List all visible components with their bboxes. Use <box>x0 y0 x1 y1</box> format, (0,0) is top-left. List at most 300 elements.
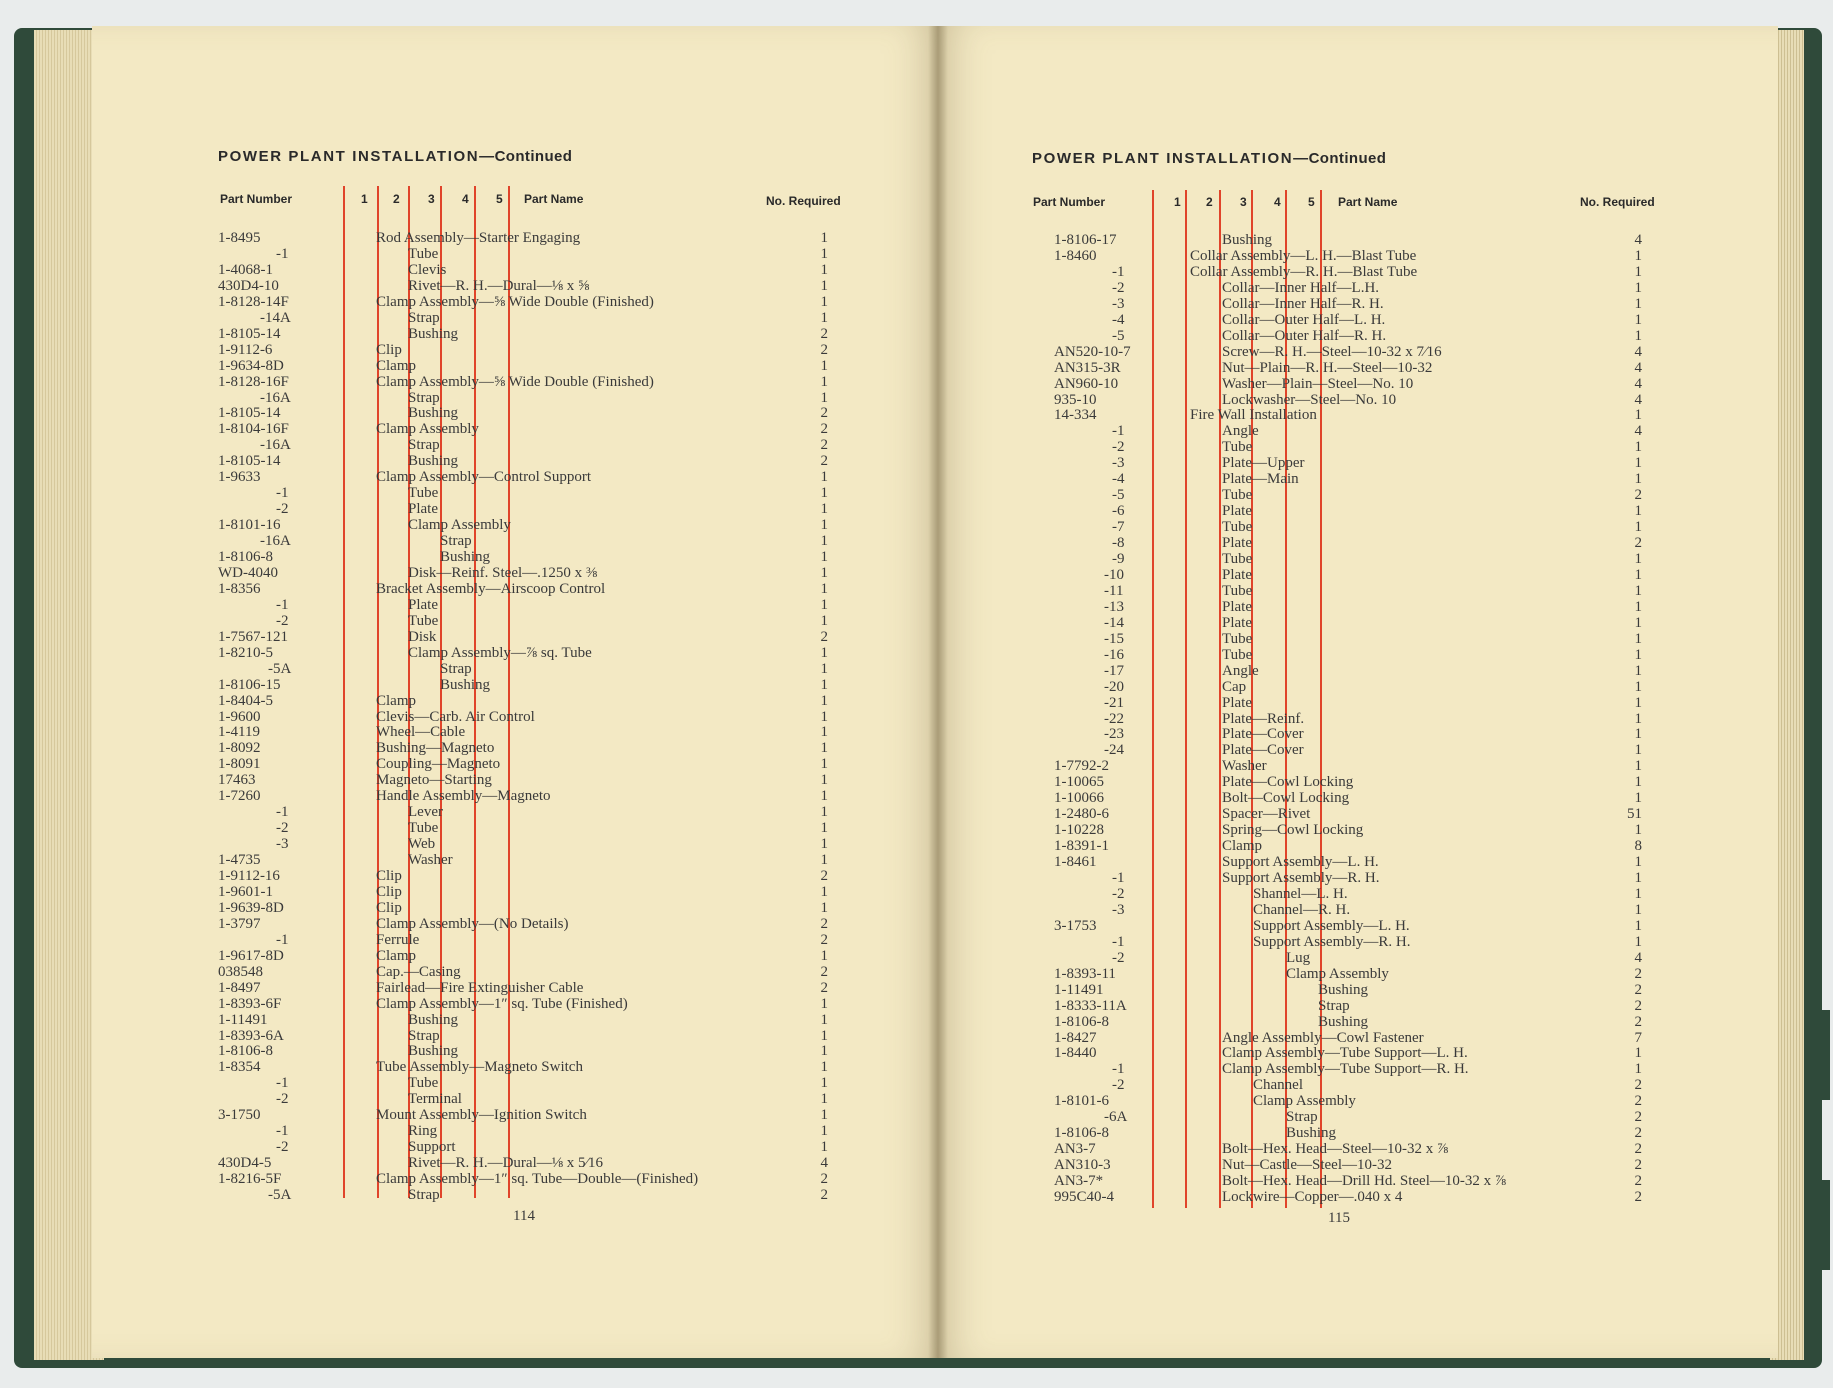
quantity-required: 1 <box>820 740 828 757</box>
part-number: 1-8101-16 <box>218 517 281 534</box>
part-number: 1-8497 <box>218 979 261 996</box>
part-name: Collar—Inner Half—R. H. <box>1222 295 1384 312</box>
part-number: 1-11491 <box>1054 981 1104 998</box>
header-col-1: 1 <box>1174 195 1181 209</box>
part-number: 935-10 <box>1054 391 1097 408</box>
quantity-required: 1 <box>820 708 828 725</box>
part-number: 1-8106-8 <box>218 1043 273 1060</box>
quantity-required: 1 <box>1634 870 1642 886</box>
part-number: -16A <box>260 437 291 454</box>
column-rule <box>508 186 510 1198</box>
quantity-required: 1 <box>820 564 828 581</box>
quantity-required: 2 <box>1634 1173 1642 1190</box>
part-number: -1 <box>276 1123 289 1140</box>
part-number: AN310-3 <box>1054 1157 1111 1174</box>
part-name: Bushing <box>408 1043 459 1060</box>
quantity-required: 1 <box>820 756 828 773</box>
part-number: -15 <box>1104 630 1124 647</box>
quantity-required: 1 <box>1634 774 1642 791</box>
part-name: Bushing <box>1318 981 1369 998</box>
part-name: Cap.—Casing <box>376 963 461 980</box>
part-number: 1-8091 <box>218 756 261 773</box>
part-name: Plate <box>408 501 438 518</box>
quantity-required: 1 <box>820 1123 828 1140</box>
part-number: -3 <box>276 836 289 853</box>
part-number: 1-9617-8D <box>218 947 284 964</box>
quantity-required: 1 <box>820 644 828 661</box>
part-number: -2 <box>1112 279 1125 296</box>
part-name: Channel <box>1253 1077 1303 1094</box>
quantity-required: 1 <box>820 1027 828 1044</box>
quantity-required: 1 <box>1634 311 1642 328</box>
part-name: Support Assembly—L. H. <box>1222 854 1379 871</box>
part-name: Magneto—Starting <box>376 772 492 789</box>
quantity-required: 1 <box>820 293 828 310</box>
quantity-required: 1 <box>820 580 828 597</box>
quantity-required: 2 <box>820 405 828 422</box>
header-col-4: 4 <box>1274 195 1281 209</box>
part-name: Lever <box>408 804 443 821</box>
part-name: Clip <box>376 883 402 900</box>
quantity-required: 1 <box>820 309 828 326</box>
quantity-required: 1 <box>1634 279 1642 296</box>
quantity-required: 4 <box>1634 375 1642 392</box>
part-name: Plate <box>1222 503 1252 520</box>
part-number: 1-8092 <box>218 740 261 757</box>
quantity-required: 2 <box>820 421 828 438</box>
quantity-required: 1 <box>1634 854 1642 871</box>
part-name: Mount Assembly—Ignition Switch <box>376 1107 587 1124</box>
part-number: 1-8106-8 <box>1054 1125 1109 1142</box>
part-number: 1-9112-6 <box>218 341 273 358</box>
part-name: Tube <box>1222 439 1253 456</box>
part-number: 1-8106-8 <box>1054 1013 1109 1030</box>
part-number: 430D4-10 <box>218 277 279 294</box>
part-number: 1-2480-6 <box>1054 806 1109 823</box>
part-name: Bushing <box>1318 1013 1369 1030</box>
quantity-required: 1 <box>820 995 828 1012</box>
part-name: Angle <box>1222 423 1259 440</box>
part-number: -3 <box>1112 901 1125 918</box>
part-name: Clamp <box>376 692 416 709</box>
quantity-required: 1 <box>820 485 828 502</box>
part-number: 038548 <box>218 963 263 980</box>
part-number: -11 <box>1104 582 1124 599</box>
part-name: Bushing <box>408 325 459 342</box>
quantity-required: 1 <box>1634 614 1642 631</box>
part-name: Bushing <box>408 1011 459 1028</box>
quantity-required: 1 <box>820 852 828 869</box>
part-number: -2 <box>276 1091 289 1108</box>
part-name: Washer <box>408 852 453 869</box>
header-col-3: 3 <box>428 192 435 206</box>
header-part-name: Part Name <box>1338 195 1398 209</box>
part-number: 1-8216-5F <box>218 1171 282 1188</box>
part-name: Rod Assembly—Starter Engaging <box>376 230 581 246</box>
part-number: -1 <box>1112 1061 1125 1078</box>
part-name: Ring <box>408 1123 438 1140</box>
quantity-required: 1 <box>820 883 828 900</box>
quantity-required: 1 <box>820 1043 828 1060</box>
left-page-title <box>218 148 572 165</box>
quantity-required: 2 <box>820 915 828 932</box>
header-col-3: 3 <box>1240 195 1247 209</box>
quantity-required: 1 <box>1634 1045 1642 1062</box>
column-rule <box>1185 190 1187 1208</box>
quantity-required: 1 <box>820 373 828 390</box>
quantity-required: 1 <box>1634 630 1642 647</box>
part-name: Cap <box>1222 678 1247 695</box>
part-name: Plate <box>1222 694 1252 711</box>
part-number: 1-8393-11 <box>1054 965 1116 982</box>
part-name: Tube <box>408 612 439 629</box>
quantity-required: 2 <box>1634 1125 1642 1142</box>
part-number: -13 <box>1104 598 1124 615</box>
quantity-required: 1 <box>820 804 828 821</box>
part-name: Bushing <box>408 453 459 470</box>
quantity-required: 1 <box>820 1075 828 1092</box>
part-number: 1-9633 <box>218 469 261 486</box>
part-number: -22 <box>1104 710 1124 727</box>
part-number: -9 <box>1112 551 1125 567</box>
quantity-required: 2 <box>1634 1157 1642 1174</box>
part-number: -1 <box>1112 423 1125 440</box>
quantity-required: 1 <box>820 692 828 709</box>
part-name: Bolt—Cowl Locking <box>1222 790 1350 807</box>
part-name: Clamp <box>376 357 416 374</box>
header-no-required: No. Required <box>1580 195 1655 209</box>
title-text: POWER PLANT INSTALLATION <box>218 148 480 165</box>
header-col-5: 5 <box>496 192 503 206</box>
quantity-required: 1 <box>1634 917 1642 934</box>
part-name: Tube <box>408 245 439 262</box>
part-number: -2 <box>276 1139 289 1156</box>
part-number: -6A <box>1104 1109 1128 1126</box>
part-number: 1-8495 <box>218 230 261 246</box>
part-name: Tube <box>408 1075 439 1092</box>
part-number: -3 <box>1112 455 1125 472</box>
quantity-required: 1 <box>820 899 828 916</box>
part-name: Tube Assembly—Magneto Switch <box>376 1059 583 1076</box>
part-number: 1-8460 <box>1054 247 1097 264</box>
part-number: 3-1753 <box>1054 917 1097 934</box>
part-number: 3-1750 <box>218 1107 261 1124</box>
part-name: Tube <box>1222 519 1253 536</box>
part-name: Tube <box>408 485 439 502</box>
part-name: Support Assembly—R. H. <box>1222 870 1380 886</box>
quantity-required: 1 <box>1634 519 1642 536</box>
part-name: Clamp Assembly—Tube Support—L. H. <box>1222 1045 1468 1062</box>
part-name: Plate—Main <box>1222 471 1299 488</box>
part-name: Plate <box>1222 535 1252 552</box>
part-number: -17 <box>1104 662 1124 679</box>
title-text: POWER PLANT INSTALLATION <box>1032 150 1294 167</box>
part-number: 1-8210-5 <box>218 644 273 661</box>
part-name: Tube <box>1222 551 1253 567</box>
part-name: Plate <box>408 596 438 613</box>
part-number: -14 <box>1104 614 1124 631</box>
part-name: Bolt—Hex. Head—Steel—10-32 x ⅞ <box>1222 1141 1449 1158</box>
part-number: WD-4040 <box>218 564 278 581</box>
part-number: 1-3797 <box>218 915 261 932</box>
quantity-required: 1 <box>820 947 828 964</box>
part-name: Clamp Assembly <box>1286 965 1389 982</box>
part-name: Bushing <box>1222 232 1273 248</box>
part-name: Tube <box>408 820 439 837</box>
quantity-required: 2 <box>820 437 828 454</box>
quantity-required: 1 <box>1634 295 1642 312</box>
quantity-required: 1 <box>820 501 828 518</box>
quantity-required: 1 <box>1634 758 1642 775</box>
quantity-required: 1 <box>1634 742 1642 759</box>
part-name: Clamp Assembly—Tube Support—R. H. <box>1222 1061 1469 1078</box>
part-number: 430D4-5 <box>218 1155 272 1172</box>
quantity-required: 2 <box>1634 1077 1642 1094</box>
part-number: -1 <box>276 931 289 948</box>
quantity-required: 2 <box>820 1187 828 1203</box>
quantity-required: 1 <box>1634 646 1642 663</box>
part-number: 1-8391-1 <box>1054 838 1109 855</box>
quantity-required: 7 <box>1634 1029 1642 1046</box>
part-name: Clevis <box>408 261 447 278</box>
part-name: Bushing <box>1286 1125 1337 1142</box>
part-name: Collar Assembly—R. H.—Blast Tube <box>1190 263 1418 280</box>
part-number: -5 <box>1112 487 1125 504</box>
part-name: Strap <box>408 1187 440 1203</box>
part-name: Channel—R. H. <box>1253 901 1351 918</box>
part-number: -2 <box>276 820 289 837</box>
part-name: Tube <box>1222 487 1253 504</box>
part-number: -4 <box>1112 471 1125 488</box>
quantity-required: 1 <box>820 724 828 741</box>
quantity-required: 1 <box>1634 694 1642 711</box>
part-name: Clamp Assembly—⅝ Wide Double (Finished) <box>376 293 654 310</box>
quantity-required: 2 <box>1634 1141 1642 1158</box>
part-name: Plate <box>1222 614 1252 631</box>
part-name: Fire Wall Installation <box>1190 407 1317 424</box>
quantity-required: 2 <box>820 325 828 342</box>
part-number: -5A <box>268 660 292 677</box>
part-name: Plate <box>1222 566 1252 583</box>
part-number: 1-8333-11A <box>1054 997 1127 1014</box>
book-gutter <box>928 26 948 1358</box>
part-name: Strap <box>408 1027 440 1044</box>
quantity-required: 2 <box>1634 965 1642 982</box>
quantity-required: 1 <box>1634 933 1642 950</box>
column-rule <box>343 186 345 1198</box>
part-name: Bushing <box>440 676 491 693</box>
part-name: Strap <box>408 389 440 406</box>
header-col-5: 5 <box>1308 195 1315 209</box>
quantity-required: 1 <box>820 596 828 613</box>
part-number: 1-4119 <box>218 724 260 741</box>
quantity-required: 2 <box>820 931 828 948</box>
part-name: Bushing <box>408 405 459 422</box>
column-rule <box>1219 190 1221 1208</box>
part-number: -1 <box>1112 263 1125 280</box>
quantity-required: 4 <box>1634 232 1642 248</box>
quantity-required: 1 <box>1634 455 1642 472</box>
part-number: 1-8105-14 <box>218 325 281 342</box>
quantity-required: 2 <box>820 341 828 358</box>
quantity-required: 1 <box>820 277 828 294</box>
quantity-required: 1 <box>820 836 828 853</box>
part-number: AN520-10-7 <box>1054 343 1131 360</box>
quantity-required: 1 <box>1634 503 1642 520</box>
part-number: -1 <box>276 485 289 502</box>
title-continued: —Continued <box>479 148 573 165</box>
part-number: -23 <box>1104 726 1124 743</box>
part-name: Washer—Plain—Steel—No. 10 <box>1222 375 1414 392</box>
header-col-4: 4 <box>462 192 469 206</box>
quantity-required: 1 <box>820 1091 828 1108</box>
part-number: 1-8128-16F <box>218 373 289 390</box>
part-name: Tube <box>1222 630 1253 647</box>
quantity-required: 1 <box>1634 726 1642 743</box>
part-number: AN3-7 <box>1054 1141 1096 1158</box>
quantity-required: 1 <box>820 517 828 534</box>
part-number: -2 <box>1112 949 1125 966</box>
part-number: AN3-7* <box>1054 1173 1104 1190</box>
part-name: Shannel—L. H. <box>1253 885 1348 902</box>
part-name: Strap <box>1286 1109 1318 1126</box>
part-number: 1-8106-15 <box>218 676 281 693</box>
quantity-required: 1 <box>1634 566 1642 583</box>
quantity-required: 1 <box>820 245 828 262</box>
part-number: -4 <box>1112 311 1125 328</box>
quantity-required: 4 <box>1634 391 1642 408</box>
part-number: 1-10065 <box>1054 774 1104 791</box>
part-name: Clamp Assembly—⅞ sq. Tube <box>408 644 592 661</box>
part-number: 1-8461 <box>1054 854 1097 871</box>
header-no-required: No. Required <box>766 194 841 208</box>
part-name: Clamp <box>376 947 416 964</box>
part-name: Support <box>408 1139 456 1156</box>
quantity-required: 1 <box>1634 551 1642 567</box>
quantity-required: 1 <box>1634 885 1642 902</box>
part-name: Spring—Cowl Locking <box>1222 822 1364 839</box>
quantity-required: 1 <box>820 261 828 278</box>
part-number: 1-8128-14F <box>218 293 289 310</box>
part-name: Spacer—Rivet <box>1222 806 1311 823</box>
part-name: Plate—Cowl Locking <box>1222 774 1354 791</box>
part-name: Plate—Cover <box>1222 742 1304 759</box>
quantity-required: 1 <box>1634 582 1642 599</box>
part-number: -1 <box>1112 933 1125 950</box>
part-name: Web <box>408 836 436 853</box>
quantity-required: 51 <box>1627 806 1642 823</box>
quantity-required: 1 <box>1634 471 1642 488</box>
part-name: Strap <box>440 533 472 550</box>
part-number: -24 <box>1104 742 1124 759</box>
part-name: Fairlead—Fire Extinguisher Cable <box>376 979 584 996</box>
part-number: -21 <box>1104 694 1124 711</box>
quantity-required: 1 <box>820 820 828 837</box>
quantity-required: 1 <box>1634 822 1642 839</box>
part-number: 1-7792-2 <box>1054 758 1109 775</box>
part-number: 14-334 <box>1054 407 1097 424</box>
part-name: Screw—R. H.—Steel—10-32 x 7⁄16 <box>1222 343 1442 360</box>
quantity-required: 1 <box>820 230 828 246</box>
quantity-required: 2 <box>1634 1109 1642 1126</box>
header-part-number: Part Number <box>220 192 293 206</box>
part-number: 1-8106-8 <box>218 549 273 565</box>
part-name: Strap <box>408 309 440 326</box>
quantity-required: 1 <box>820 612 828 629</box>
part-name: Disk—Reinf. Steel—.1250 x ⅜ <box>408 564 598 581</box>
part-number: -3 <box>1112 295 1125 312</box>
part-name: Nut—Castle—Steel—10-32 <box>1222 1157 1392 1174</box>
part-number: AN315-3R <box>1054 359 1121 376</box>
part-name: Lockwasher—Steel—No. 10 <box>1222 391 1397 408</box>
quantity-required: 2 <box>820 868 828 884</box>
part-name: Bracket Assembly—Airscoop Control <box>376 580 606 597</box>
part-name: Plate <box>1222 598 1252 615</box>
part-name: Clamp Assembly—1″ sq. Tube—Double—(Finished) <box>376 1171 699 1188</box>
part-number: 1-8356 <box>218 580 261 597</box>
quantity-required: 1 <box>820 1107 828 1124</box>
part-number: 1-9600 <box>218 708 261 725</box>
part-name: Clamp Assembly <box>408 517 511 534</box>
quantity-required: 1 <box>820 1059 828 1076</box>
part-number: 1-7567-121 <box>218 628 288 645</box>
part-name: Handle Assembly—Magneto <box>376 788 551 805</box>
part-name: Support Assembly—L. H. <box>1253 917 1410 934</box>
part-number: 1-9112-16 <box>218 868 280 884</box>
part-name: Wheel—Cable <box>376 724 466 741</box>
part-name: Lockwire—Copper—.040 x 4 <box>1222 1189 1403 1205</box>
part-number: 1-8354 <box>218 1059 261 1076</box>
part-number: 1-8104-16F <box>218 421 289 438</box>
part-name: Nut—Plain—R. H.—Steel—10-32 <box>1222 359 1433 376</box>
part-number: -2 <box>276 612 289 629</box>
part-number: -6 <box>1112 503 1125 520</box>
quantity-required: 1 <box>820 533 828 550</box>
part-name: Terminal <box>408 1091 462 1108</box>
quantity-required: 4 <box>1634 359 1642 376</box>
quantity-required: 1 <box>1634 678 1642 695</box>
quantity-required: 4 <box>1634 343 1642 360</box>
part-name: Collar—Inner Half—L.H. <box>1222 279 1380 296</box>
part-number: 1-8427 <box>1054 1029 1097 1046</box>
quantity-required: 1 <box>1634 901 1642 918</box>
part-number: 1-10228 <box>1054 822 1104 839</box>
part-number: 1-11491 <box>218 1011 268 1028</box>
quantity-required: 2 <box>820 1171 828 1188</box>
part-name: Rivet—R. H.—Dural—⅛ x 5⁄16 <box>408 1155 603 1172</box>
part-number: 1-4068-1 <box>218 261 273 278</box>
part-number: 1-8101-6 <box>1054 1093 1109 1110</box>
quantity-required: 2 <box>1634 1013 1642 1030</box>
part-name: Clamp Assembly—(No Details) <box>376 915 569 932</box>
part-name: Clip <box>376 341 402 358</box>
part-name: Collar—Outer Half—R. H. <box>1222 327 1387 344</box>
part-number: AN960-10 <box>1054 375 1119 392</box>
header-part-name: Part Name <box>524 192 584 206</box>
part-name: Coupling—Magneto <box>376 756 501 773</box>
part-name: Clamp <box>1222 838 1262 855</box>
part-number: -16 <box>1104 646 1124 663</box>
part-number: -1 <box>276 1075 289 1092</box>
part-number: 995C40-4 <box>1054 1189 1114 1205</box>
quantity-required: 2 <box>820 963 828 980</box>
part-number: 1-4735 <box>218 852 261 869</box>
part-number: 1-8106-17 <box>1054 232 1117 248</box>
part-number: -2 <box>1112 439 1125 456</box>
part-name: Clip <box>376 868 402 884</box>
left-page-number: 114 <box>513 1208 535 1224</box>
part-number: -1 <box>1112 870 1125 886</box>
